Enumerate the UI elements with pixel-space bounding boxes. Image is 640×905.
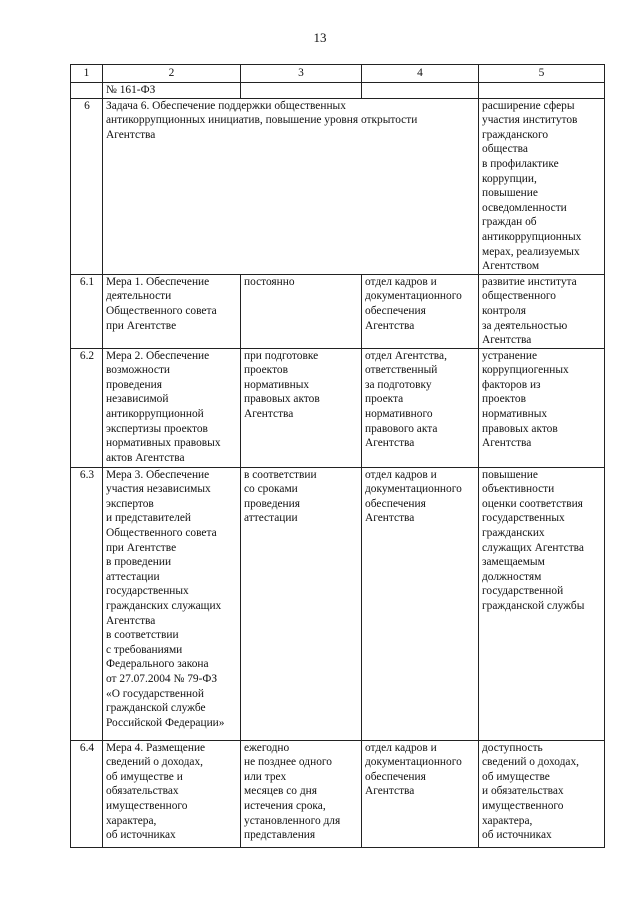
table-header-row	[71, 65, 605, 83]
column-number-3: 3	[241, 65, 362, 83]
table-row	[71, 274, 605, 348]
table-row	[71, 740, 605, 847]
result-cell: повышение объективности оценки соответствия государственных гражданских служащих Агентства замещаемым должностям государственной гражданской службы	[479, 467, 605, 740]
task-number: 6	[71, 98, 103, 274]
continuation-row	[71, 82, 605, 98]
term-cell: при подготовке проектов нормативных правовых актов Агентства	[241, 348, 362, 467]
measure-cell: Мера 4. Размещение сведений о доходах, об имуществе и обязательствах имущественного характера, об источниках	[103, 740, 241, 847]
row-number: 6.1	[71, 274, 103, 348]
row-number: 6.4	[71, 740, 103, 847]
result-cell: доступность сведений о доходах, об имуществе и обязательствах имущественного характера, об источниках	[479, 740, 605, 847]
column-number-2: 2	[103, 65, 241, 83]
responsible-cell: отдел кадров и документационного обеспечения Агентства	[362, 274, 479, 348]
term-cell: постоянно	[241, 274, 362, 348]
continuation-text: № 161-ФЗ	[103, 82, 241, 98]
page-number: 13	[313, 30, 327, 45]
result-cell: устранение коррупциогенных факторов из проектов нормативных правовых актов Агентства	[479, 348, 605, 467]
responsible-cell: отдел Агентства, ответственный за подготовку проекта нормативного правового акта Агентства	[362, 348, 479, 467]
task-result: расширение сферы участия институтов гражданского общества в профилактике коррупции, повышение осведомленности граждан об антикоррупционных мерах, реализуемых Агентством	[479, 98, 605, 274]
measure-cell: Мера 2. Обеспечение возможности проведения независимой антикоррупционной экспертизы проектов нормативных правовых актов Агентства	[103, 348, 241, 467]
term-cell: ежегодно не позднее одного или трех месяцев со дня истечения срока, установленного для представления	[241, 740, 362, 847]
result-cell: развитие института общественного контроля за деятельностью Агентства	[479, 274, 605, 348]
task-row	[71, 98, 605, 274]
responsible-cell: отдел кадров и документационного обеспечения Агентства	[362, 740, 479, 847]
responsible-cell: отдел кадров и документационного обеспечения Агентства	[362, 467, 479, 740]
measures-table	[70, 64, 605, 848]
measure-cell: Мера 3. Обеспечение участия независимых экспертов и представителей Общественного совета при Агентстве в проведении аттестации государственных гражданских служащих Агентства в соответствии с требованиями Федерального закона от 27.07.2004 № 79-ФЗ «О государственной гражданской службе Российской Федерации»	[103, 467, 241, 740]
term-cell: в соответствии со сроками проведения аттестации	[241, 467, 362, 740]
row-number: 6.2	[71, 348, 103, 467]
measure-cell: Мера 1. Обеспечение деятельности Общественного совета при Агентстве	[103, 274, 241, 348]
row-number: 6.3	[71, 467, 103, 740]
table-row	[71, 348, 605, 467]
column-number-1: 1	[71, 65, 103, 83]
column-number-4: 4	[362, 65, 479, 83]
task-title: Задача 6. Обеспечение поддержки общественных антикоррупционных инициатив, повышение уровня открытости Агентства	[103, 98, 479, 274]
column-number-5: 5	[479, 65, 605, 83]
table-row	[71, 467, 605, 740]
